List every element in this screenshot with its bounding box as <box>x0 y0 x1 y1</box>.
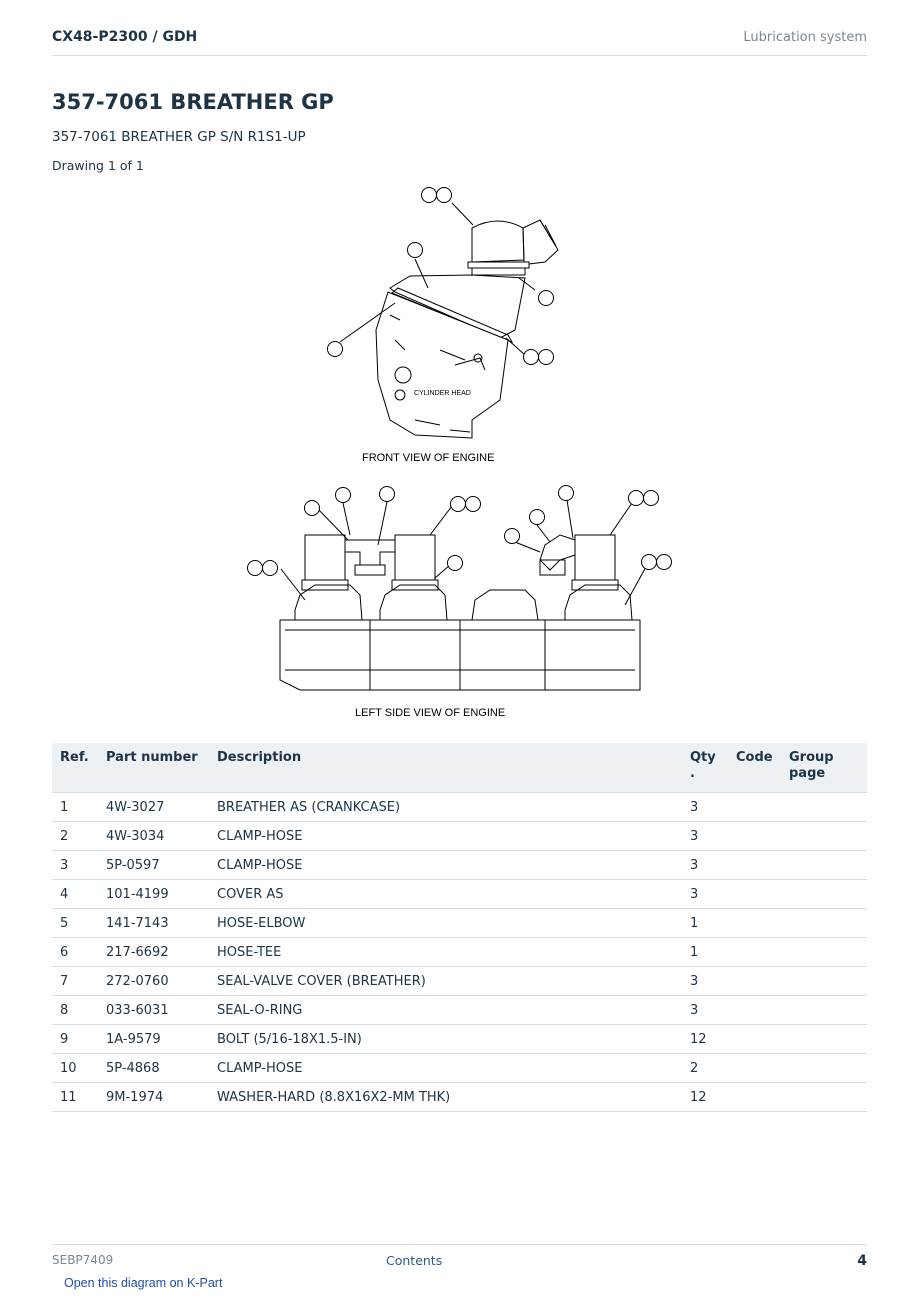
cell-group-page <box>781 967 867 996</box>
cell-part-number: 5P-0597 <box>98 851 209 880</box>
cell-description: SEAL-O-RING <box>209 996 682 1025</box>
page-subtitle: 357-7061 BREATHER GP S/N R1S1-UP <box>52 129 306 145</box>
doc-number: SEBP7409 <box>52 1253 114 1267</box>
cell-ref: 1 <box>52 793 98 822</box>
cell-part-number: 141-7143 <box>98 909 209 938</box>
cell-description: SEAL-VALVE COVER (BREATHER) <box>209 967 682 996</box>
table-row <box>52 967 867 996</box>
cell-group-page <box>781 880 867 909</box>
parts-table-body <box>52 793 867 1112</box>
cell-ref: 10 <box>52 1054 98 1083</box>
cell-part-number: 9M-1974 <box>98 1083 209 1112</box>
cell-description: WASHER-HARD (8.8X16X2-MM THK) <box>209 1083 682 1112</box>
cell-code <box>728 1054 781 1083</box>
table-row <box>52 909 867 938</box>
cell-part-number: 4W-3027 <box>98 793 209 822</box>
cell-code <box>728 996 781 1025</box>
cell-part-number: 1A-9579 <box>98 1025 209 1054</box>
page-number: 4 <box>857 1253 867 1269</box>
cell-ref: 7 <box>52 967 98 996</box>
col-group-page: Group page <box>781 743 867 793</box>
cell-part-number: 101-4199 <box>98 880 209 909</box>
cell-group-page <box>781 851 867 880</box>
table-row <box>52 1025 867 1054</box>
cell-qty: 3 <box>682 996 728 1025</box>
cell-part-number: 033-6031 <box>98 996 209 1025</box>
cell-code <box>728 909 781 938</box>
cell-ref: 11 <box>52 1083 98 1112</box>
cell-group-page <box>781 822 867 851</box>
table-row <box>52 938 867 967</box>
table-row <box>52 1054 867 1083</box>
table-row <box>52 1083 867 1112</box>
cell-description: CLAMP-HOSE <box>209 851 682 880</box>
cell-description: CLAMP-HOSE <box>209 1054 682 1083</box>
page-title: 357-7061 BREATHER GP <box>52 90 334 114</box>
cell-qty: 1 <box>682 909 728 938</box>
col-ref: Ref. <box>52 743 98 793</box>
parts-table <box>52 743 867 1112</box>
cell-ref: 5 <box>52 909 98 938</box>
cell-qty: 3 <box>682 822 728 851</box>
cell-qty: 3 <box>682 967 728 996</box>
cell-qty: 3 <box>682 880 728 909</box>
cell-group-page <box>781 909 867 938</box>
cell-group-page <box>781 1054 867 1083</box>
cell-group-page <box>781 1083 867 1112</box>
cell-ref: 8 <box>52 996 98 1025</box>
drawing-label: Drawing 1 of 1 <box>52 158 144 173</box>
contents-link[interactable]: Contents <box>386 1253 443 1268</box>
cell-code <box>728 967 781 996</box>
cell-ref: 6 <box>52 938 98 967</box>
table-row <box>52 793 867 822</box>
cell-code <box>728 938 781 967</box>
col-code: Code <box>728 743 781 793</box>
table-row <box>52 822 867 851</box>
page-footer <box>52 1244 867 1275</box>
cell-code <box>728 880 781 909</box>
cell-ref: 2 <box>52 822 98 851</box>
cell-description: COVER AS <box>209 880 682 909</box>
col-qty: Qty . <box>682 743 728 793</box>
model-title: CX48-P2300 / GDH <box>52 29 198 45</box>
cylinder-head-label: CYLINDER HEAD <box>414 390 471 397</box>
cell-qty: 3 <box>682 851 728 880</box>
side-view-drawing <box>280 500 647 690</box>
cell-qty: 1 <box>682 938 728 967</box>
cell-code <box>728 1025 781 1054</box>
col-part-number: Part number <box>98 743 209 793</box>
cell-description: HOSE-TEE <box>209 938 682 967</box>
cell-ref: 9 <box>52 1025 98 1054</box>
cell-description: HOSE-ELBOW <box>209 909 682 938</box>
cell-group-page <box>781 793 867 822</box>
side-view-caption: LEFT SIDE VIEW OF ENGINE <box>355 707 506 719</box>
front-view-drawing <box>340 203 558 438</box>
page-header <box>52 28 867 56</box>
table-header-row <box>52 743 867 793</box>
cell-group-page <box>781 996 867 1025</box>
cell-qty: 2 <box>682 1054 728 1083</box>
cell-code <box>728 822 781 851</box>
table-row <box>52 880 867 909</box>
col-description: Description <box>209 743 682 793</box>
cell-part-number: 5P-4868 <box>98 1054 209 1083</box>
table-row <box>52 851 867 880</box>
cell-description: BOLT (5/16-18X1.5-IN) <box>209 1025 682 1054</box>
kpart-link[interactable]: Open this diagram on K-Part <box>64 1276 223 1290</box>
cell-qty: 12 <box>682 1025 728 1054</box>
cell-part-number: 217-6692 <box>98 938 209 967</box>
cell-code <box>728 1083 781 1112</box>
cell-qty: 12 <box>682 1083 728 1112</box>
cell-part-number: 272-0760 <box>98 967 209 996</box>
table-row <box>52 996 867 1025</box>
parts-diagram <box>240 180 680 725</box>
cell-code <box>728 793 781 822</box>
cell-ref: 4 <box>52 880 98 909</box>
cell-code <box>728 851 781 880</box>
cell-description: CLAMP-HOSE <box>209 822 682 851</box>
cell-group-page <box>781 1025 867 1054</box>
cell-description: BREATHER AS (CRANKCASE) <box>209 793 682 822</box>
cell-qty: 3 <box>682 793 728 822</box>
cell-group-page <box>781 938 867 967</box>
section-name: Lubrication system <box>743 30 867 45</box>
cell-part-number: 4W-3034 <box>98 822 209 851</box>
cell-ref: 3 <box>52 851 98 880</box>
front-view-caption: FRONT VIEW OF ENGINE <box>362 452 495 464</box>
